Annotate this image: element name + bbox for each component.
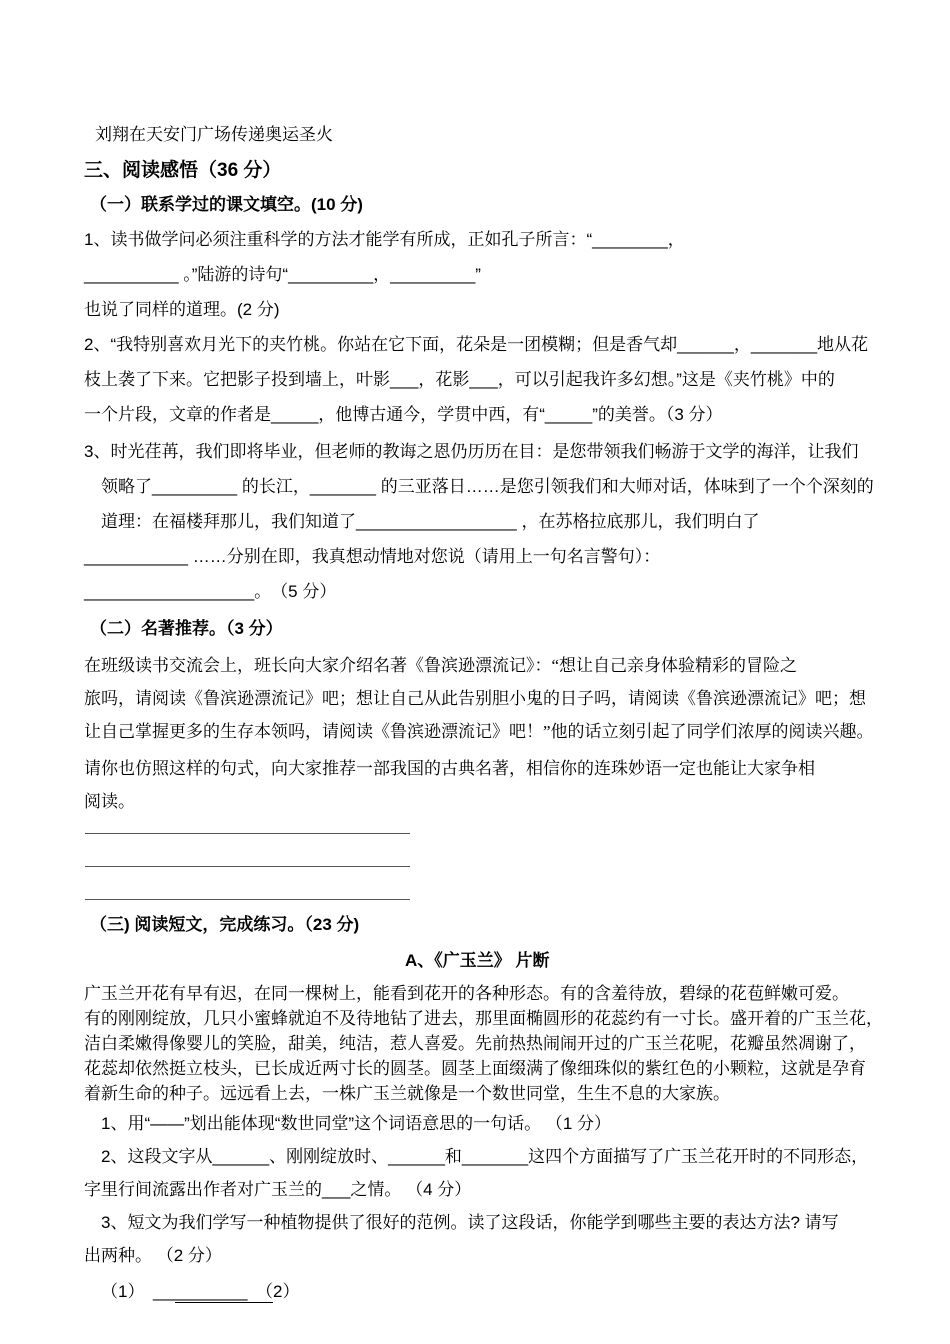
answer-line-1[interactable] bbox=[85, 833, 410, 834]
part3-q1: 1、用“——”划出能体现“数世同堂”这个词语意思的一句话。 （1 分） bbox=[101, 1114, 611, 1133]
part3-q3-line1: 3、短文为我们学写一种植物提供了很好的范例。读了这段话，你能学到哪些主要的表达方法? 请写 bbox=[101, 1213, 839, 1232]
part3-q2-line1: 2、这段文字从______、刚刚绽放时、______和_______这四个方面描写了广玉兰花开时的不同形态， bbox=[101, 1147, 869, 1166]
subsection-heading-two: （二）名著推荐。（3 分） bbox=[90, 619, 283, 638]
part1-q3-line2: 领略了_________ 的长江，_______ 的三亚落日……是您引领我们和大师对话，体味到了一个个深刻的 bbox=[101, 477, 874, 496]
part2-para2-line1: 请你也仿照这样的句式，向大家推荐一部我国的古典名著，相信你的连珠妙语一定也能让大家争相 bbox=[84, 759, 815, 778]
passage-line-1: 广玉兰开花有早有迟，在同一棵树上，能看到花开的各种形态。有的含羞待放，碧绿的花苞鲜嫩可爱。 bbox=[84, 984, 849, 1003]
part3-q3-blank-1[interactable] bbox=[175, 1302, 273, 1303]
part2-para2-line2: 阅读。 bbox=[84, 792, 135, 811]
part3-q3-line3: （1） __________ （2） bbox=[101, 1282, 300, 1301]
answer-line-3[interactable] bbox=[85, 899, 410, 900]
part1-q1-line3: 也说了同样的道理。(2 分) bbox=[84, 300, 280, 319]
passage-line-2: 有的刚刚绽放，几只小蜜蜂就迫不及待地钻了进去，那里面椭圆形的花蕊约有一寸长。盛开着的广玉兰花， bbox=[84, 1009, 883, 1028]
part1-q2-line3: 一个片段，文章的作者是_____，他博古通今，学贯中西，有“_____”的美誉。（3 分） bbox=[84, 405, 723, 424]
subsection-heading-one: （一）联系学过的课文填空。(10 分) bbox=[90, 195, 363, 214]
passage-line-3: 洁白柔嫩得像婴儿的笑脸，甜美，纯洁，惹人喜爱。先前热热闹闹开过的广玉兰花呢，花瓣虽然凋谢了， bbox=[84, 1034, 866, 1053]
part2-para1-line3: 让自己掌握更多的生存本领吗，请阅读《鲁滨逊漂流记》吧！”他的话立刻引起了同学们浓厚的阅读兴趣。 bbox=[84, 722, 874, 741]
part1-q1-line1: 1、读书做学问必须注重科学的方法才能学有所成，正如孔子所言：“________， bbox=[84, 230, 685, 249]
part3-q3-line2: 出两种。 （2 分） bbox=[84, 1246, 222, 1265]
subsection-heading-three: （三) 阅读短文，完成练习。（23 分) bbox=[90, 915, 360, 934]
passage-line-4: 花蕊却依然挺立枝头，已长成近两寸长的圆茎。圆茎上面缀满了像细珠似的紫红色的小颗粒，这就是孕育 bbox=[84, 1059, 866, 1078]
part2-para1-line2: 旅吗，请阅读《鲁滨逊漂流记》吧；想让自己从此告别胆小鬼的日子吗，请阅读《鲁滨逊漂流记》吧；想 bbox=[84, 689, 866, 708]
part3-q2-line2: 字里行间流露出作者对广玉兰的___之情。 （4 分） bbox=[84, 1180, 472, 1199]
section-heading-three: 三、阅读感悟（36 分） bbox=[84, 160, 282, 181]
part1-q3-line4: ___________ ……分别在即，我真想动情地对您说（请用上一句名言警句）： bbox=[84, 547, 661, 566]
part1-q3-line5: __________________。 （5 分） bbox=[84, 582, 337, 601]
part1-q2-line1: 2、“我特别喜欢月光下的夹竹桃。你站在它下面，花朵是一团模糊；但是香气却______，_______地从花 bbox=[84, 335, 869, 354]
part1-q1-line2: __________ 。”陆游的诗句“_________，_________” bbox=[84, 265, 481, 284]
passage-line-5: 着新生命的种子。远远看上去，一株广玉兰就像是一个数世同堂，生生不息的大家族。 bbox=[84, 1084, 730, 1103]
passage-title: A、《广玉兰》 片断 bbox=[405, 951, 550, 970]
part1-q3-line1: 3、时光荏苒，我们即将毕业，但老师的教诲之恩仍历历在目：是您带领我们畅游于文学的海洋，让我们 bbox=[84, 442, 859, 461]
image-caption: 刘翔在天安门广场传递奥运圣火 bbox=[95, 125, 333, 144]
answer-line-2[interactable] bbox=[85, 866, 410, 867]
part1-q2-line2: 枝上袭了下来。它把影子投到墙上，叶影___，花影___，可以引起我许多幻想。”这是《夹竹桃》中的 bbox=[84, 370, 835, 389]
part1-q3-line3: 道理：在福楼拜那儿，我们知道了_________________ ，在苏格拉底那儿，我们明白了 bbox=[101, 512, 760, 531]
part2-para1-line1: 在班级读书交流会上，班长向大家介绍名著《鲁滨逊漂流记》：“想让自己亲身体验精彩的冒险之 bbox=[84, 656, 798, 675]
